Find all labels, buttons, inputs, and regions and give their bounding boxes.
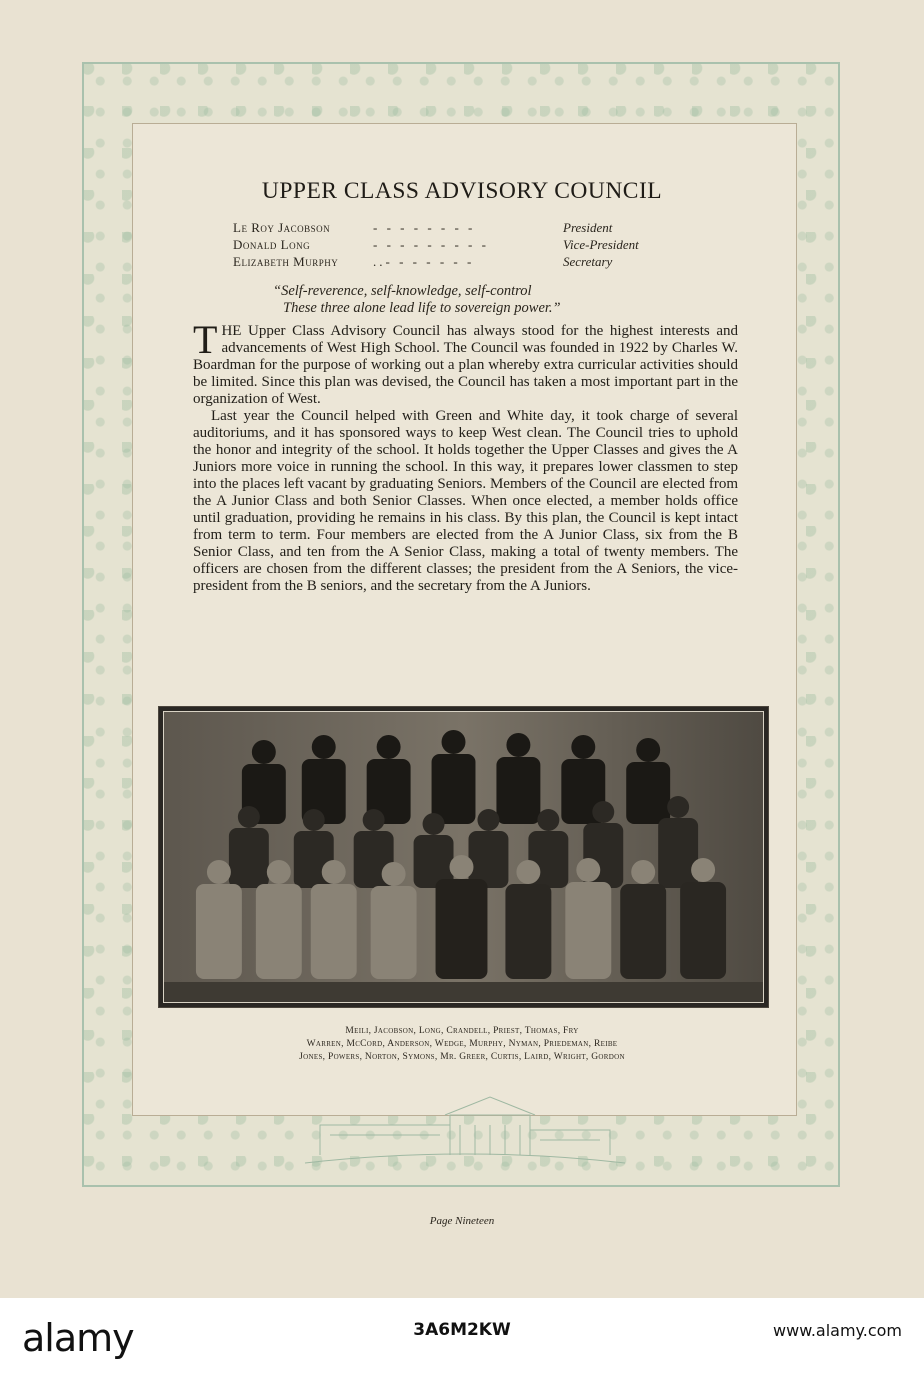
image-id: 3A6M2KW xyxy=(413,1320,511,1340)
officers-list xyxy=(233,219,673,270)
watermark-url: www.alamy.com xyxy=(773,1321,902,1340)
paragraph: Last year the Council helped with Green and White day, it took charge of several auditoriums, and it has sponsored ways to keep West clean. The Council tries to uphold the honor and integrity of the school. It holds together the Upper Classes and gives the A Juniors more voice in running the school. In this way, it prepares lower classmen to step into the places left vacant by graduating Seniors. Members of the Council are elected from the A Junior Class and both Senior Classes. When once elected, a member holds office until graduation, providing he remains in his class. By this plan, the Council is kept intact from term to term. Four members are elected from the A Junior Class, six from the B Senior Class, and ten from the A Senior Class, making a total of twenty members. The officers are chosen from the different classes; the president from the A Seniors, the vice-president from the B seniors, and the secretary from the A Juniors. xyxy=(193,408,738,594)
alamy-logo: alamy xyxy=(22,1316,134,1360)
epigraph-quote xyxy=(273,283,693,317)
officer-role: President xyxy=(563,220,613,235)
school-building-illustration xyxy=(300,1085,630,1170)
photo-caption xyxy=(232,1025,692,1064)
watermark-bar xyxy=(0,1298,924,1390)
officer-name: Elizabeth Murphy xyxy=(233,254,339,269)
page-number: Page Nineteen xyxy=(429,1215,495,1227)
leader-dots: - - - - - - - - xyxy=(373,220,476,235)
officer-row xyxy=(233,236,673,253)
officer-role: Secretary xyxy=(563,254,613,269)
group-photo-image xyxy=(164,712,763,1002)
officer-row xyxy=(233,219,673,236)
quote-line: “Self-reverence, self-knowledge, self-control xyxy=(273,283,532,299)
drop-cap: T xyxy=(193,317,218,362)
paragraph xyxy=(193,317,738,408)
officer-row xyxy=(233,253,673,270)
leader-dots: ..- - - - - - - xyxy=(373,254,475,269)
officer-name: Le Roy Jacobson xyxy=(233,220,331,235)
page-title: UPPER CLASS ADVISORY COUNCIL xyxy=(261,178,663,204)
caption-line: Meili, Jacobson, Long, Crandell, Priest, Thomas, Fry xyxy=(345,1026,579,1036)
photo-frame xyxy=(163,711,764,1003)
article-body xyxy=(193,317,738,595)
officer-role: Vice-President xyxy=(563,237,639,252)
quote-line: These three alone lead life to sovereign power.” xyxy=(283,300,561,316)
caption-line: Jones, Powers, Norton, Symons, Mr. Greer, Curtis, Laird, Wright, Gordon xyxy=(299,1052,625,1062)
group-photo xyxy=(158,706,769,1008)
leader-dots: - - - - - - - - - xyxy=(373,237,489,252)
paragraph-text: HE Upper Class Advisory Council has always stood for the highest interests and advancements of West High School. The Council was founded in 1922 by Charles W. Boardman for the purpose of working out a plan whereby extra curricular activities should be limited. Since this plan was devised, the Council has taken a most important part in the organization of West. xyxy=(193,323,738,407)
caption-line: Warren, McCord, Anderson, Wedge, Murphy, Nyman, Priedeman, Reibe xyxy=(306,1039,618,1049)
officer-name: Donald Long xyxy=(233,237,311,252)
